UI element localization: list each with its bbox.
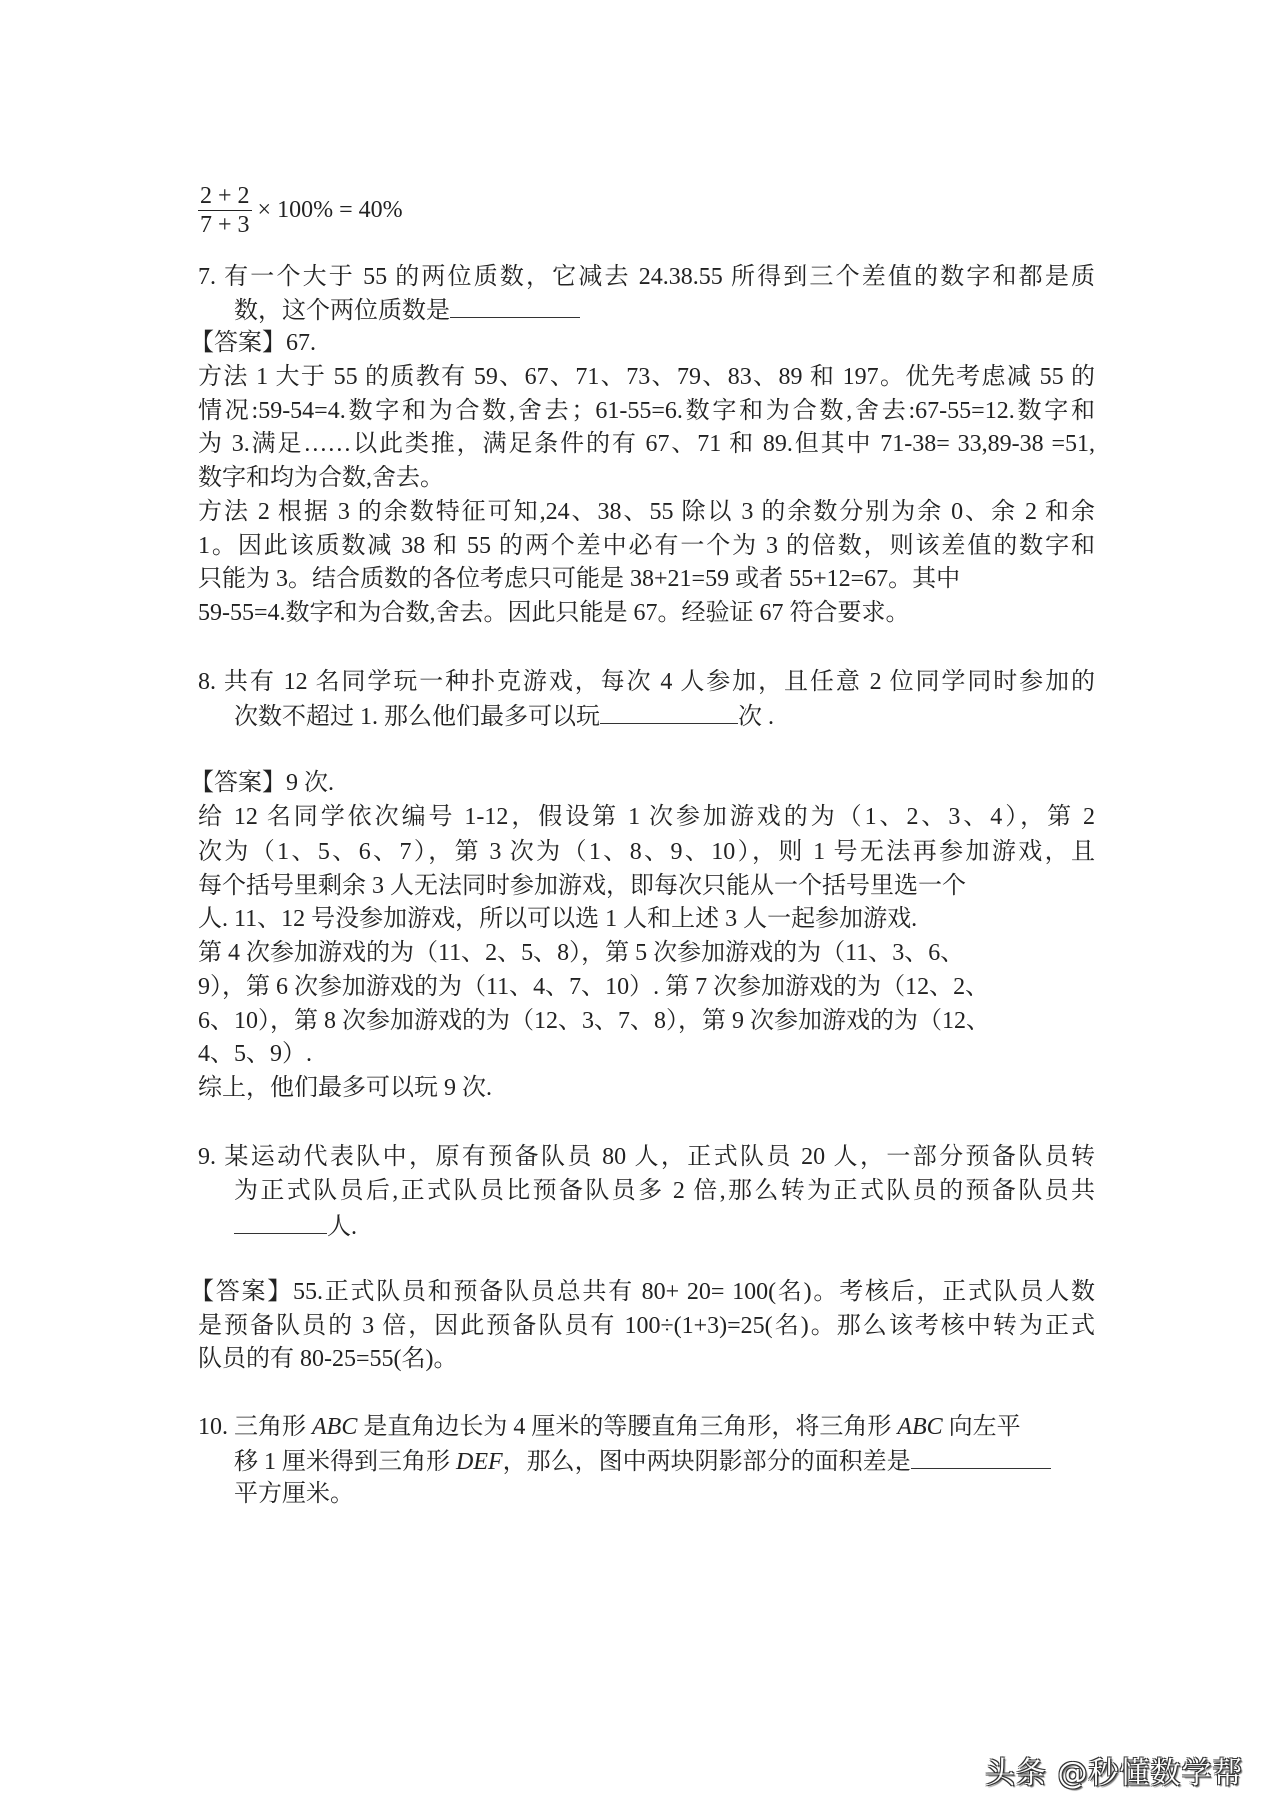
q7-line2 [234,295,1095,325]
q10-text: 移 1 厘米得到三角形 [234,1449,456,1475]
watermark: 头条 @秒懂数学帮 [985,1756,1244,1791]
q10-text: ，那么，图中两块阴影部分的面积差是 [502,1449,911,1475]
q10-text: 向左平 [942,1414,1021,1440]
q8-solution-line: 9），第 6 次参加游戏的为（11、4、7、10）. 第 7 次参加游戏的为（12、2、 [198,974,990,1000]
formula-rest: × 100% = 40% [257,197,403,223]
q10-line3: 平方厘米。 [234,1481,354,1507]
q7-method2-line: 1。因此该质数减 38 和 55 的两个差中必有一个为 3 的倍数，则该差值的数字和 [198,533,1095,559]
answer-blank [911,1446,1051,1469]
triangle-abc: ABC [312,1414,358,1440]
q8-solution-line: 人. 11、12 号没参加游戏，所以可以选 1 人和上述 3 人一起参加游戏. [198,906,918,932]
q8-solution-line: 每个括号里剩余 3 人无法同时参加游戏，即每次只能从一个括号里选一个 [198,873,966,899]
q9-line1: 9. 某运动代表队中，原有预备队员 80 人，正式队员 20 人，一部分预备队员转 [198,1144,1095,1170]
q10-text: 10. 三角形 [198,1414,312,1440]
answer-blank [234,1211,327,1234]
answer-blank [600,701,738,724]
q7-method2-line: 方法 2 根据 3 的余数特征可知,24、38、55 除以 3 的余数分别为余 0、余 2 和余 [198,499,1095,525]
q7-method1-line: 方法 1 大于 55 的质教有 59、67、71、73、79、83、89 和 197。优先考虑减 55 的 [198,364,1095,390]
q8-line2 [234,701,1095,731]
q8-solution-line: 次为（1、5、6、7），第 3 次为（1、8、9、10），则 1 号无法再参加游戏，且 [198,839,1095,865]
q9-answer-line: 是预备队员的 3 倍，因此预备队员有 100÷(1+3)=25(名)。那么该考核中转为正式 [198,1313,1095,1339]
q7-text: 数，这个两位质数是 [234,298,450,324]
triangle-abc: ABC [897,1414,943,1440]
q8-solution-line: 综上，他们最多可以玩 9 次. [198,1075,492,1101]
q8-text: 次数不超过 1. 那么他们最多可以玩 [234,704,600,730]
q8-solution-line: 给 12 名同学依次编号 1-12，假设第 1 次参加游戏的为（1、2、3、4），第 2 [198,804,1095,830]
q10-text: 是直角边长为 4 厘米的等腰直角三角形，将三角形 [357,1414,898,1440]
q9-line2: 为正式队员后,正式队员比预备队员多 2 倍,那么转为正式队员的预备队员共 [234,1178,1095,1204]
q7-method1-line: 数字和均为合数,舍去。 [198,465,444,491]
q10-line2 [234,1446,1095,1476]
q9-text-end: 人. [327,1214,357,1240]
q7-answer: 【答案】67. [190,330,316,356]
fraction-formula [198,182,403,239]
q7-method1-line: 为 3.满足……以此类推，满足条件的有 67、71 和 89.但其中 71-38= 33,89-38 =51, [198,431,1095,457]
q9-answer-line: 队员的有 80-25=55(名)。 [198,1346,458,1372]
q8-solution-line: 第 4 次参加游戏的为（11、2、5、8），第 5 次参加游戏的为（11、3、6、 [198,940,965,966]
triangle-def: DEF [456,1449,503,1475]
q8-solution-line: 4、5、9）. [198,1041,312,1067]
q7-line1: 7. 有一个大于 55 的两位质数，它减去 24.38.55 所得到三个差值的数字和都是质 [198,264,1095,290]
q9-answer-line: 【答案】55.正式队员和预备队员总共有 80+ 20= 100(名)。考核后，正式队员人数 [190,1279,1095,1305]
q8-line1: 8. 共有 12 名同学玩一种扑克游戏，每次 4 人参加，且任意 2 位同学同时参加的 [198,669,1095,695]
numerator: 2 + 2 [200,183,250,209]
q9-line3 [234,1211,1095,1241]
q7-method2-line: 59-55=4.数字和为合数,舍去。因此只能是 67。经验证 67 符合要求。 [198,600,910,626]
q8-solution-line: 6、10），第 8 次参加游戏的为（12、3、7、8），第 9 次参加游戏的为（12、 [198,1008,990,1034]
q8-text-end: 次 . [738,704,774,730]
q7-method1-line: 情况:59-54=4.数字和为合数,舍去；61-55=6.数字和为合数,舍去:67-55=12.数字和 [198,398,1095,424]
answer-blank [450,295,580,318]
q7-method2-line: 只能为 3。结合质数的各位考虑只可能是 38+21=59 或者 55+12=67。其中 [198,566,961,592]
denominator: 7 + 3 [200,212,250,238]
fraction [198,182,252,239]
q10-line1 [198,1412,1095,1442]
q8-answer: 【答案】9 次. [190,770,334,796]
